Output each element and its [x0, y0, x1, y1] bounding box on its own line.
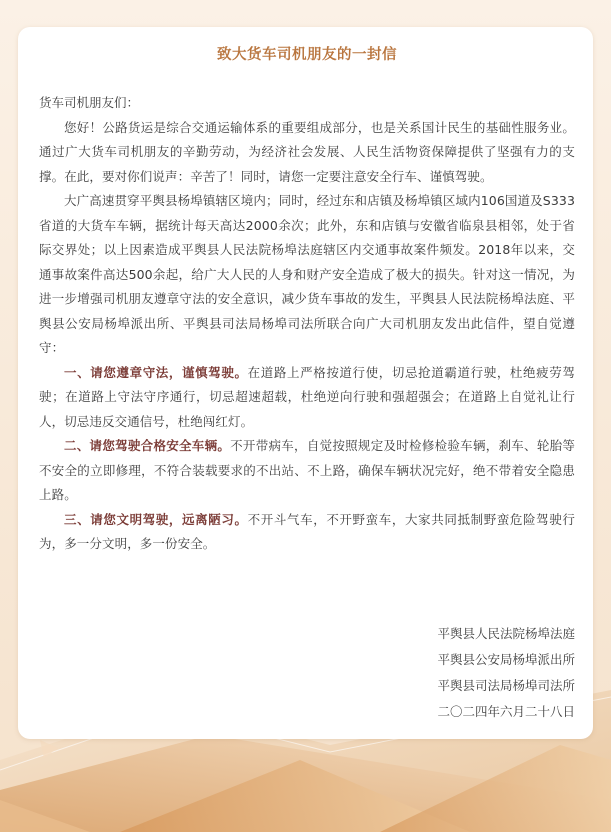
signature-date: 二〇二四年六月二十八日 [437, 704, 575, 719]
item-civilized-driving [39, 508, 575, 557]
letter-card [18, 27, 593, 739]
signature-justice: 平舆县司法局杨埠司法所 [437, 678, 575, 693]
item-civilized-driving-body: 不开斗气车，不开野蛮车，大家共同抵制野蛮危险驾驶行为，多一分文明，多一份安全。 [39, 511, 575, 551]
item-safe-vehicle [39, 434, 575, 508]
paragraph-intro: 您好！公路货运是综合交通运输体系的重要组成部分，也是关系国计民生的基础性服务业。通过广大货车司机朋友的辛勤劳动，为经济社会发展、人民生活物资保障提供了坚强有力的支撑。在此，要对你们说声：辛苦了！同时，请您一定要注意安全行车、谨慎驾驶。 [39, 119, 575, 184]
letter-title: 致大货车司机朋友的一封信 [217, 47, 397, 63]
letter-greeting: 货车司机朋友们： [39, 95, 140, 110]
item-obey-rules-heading: 一、请您遵章守法，谨慎驾驶。 [64, 364, 248, 380]
signature-court: 平舆县人民法院杨埠法庭 [437, 626, 575, 641]
item-obey-rules-body: 在道路上严格按道行使，切忌抢道霸道行驶，杜绝疲劳驾驶；在道路上守法守序通行，切忌超速超载，杜绝逆向行驶和强超强会；在道路上自觉礼让行人，切忌违反交通信号，杜绝闯红灯。 [39, 364, 575, 429]
item-obey-rules [39, 361, 575, 435]
item-safe-vehicle-body: 不开带病车，自觉按照规定及时检修检验车辆，刹车、轮胎等不安全的立即修理，不符合装载要求的不出站、不上路，确保车辆状况完好，绝不带着安全隐患上路。 [39, 438, 575, 502]
item-civilized-driving-heading: 三、请您文明驾驶，远离陋习。 [64, 511, 248, 527]
paragraph-background: 大广高速贯穿平舆县杨埠镇辖区境内；同时，经过东和店镇及杨埠镇区域内106国道及S333省道的大货车车辆，据统计每天高达2000余次；此外，东和店镇与安徽省临泉县相邻，处于省际交界处；以上因素造成平舆县人民法院杨埠法庭辖区内交通事故案件频发。2018年以来，交通事故案件高达500余起，给广大人民的人身和财产安全造成了极大的损失。针对这一情况，为进一步增强司机朋友遵章守法的安全意识，减少货车事故的发生，平舆县人民法院杨埠法庭、平舆县公安局杨埠派出所、平舆县司法局杨埠司法所联合向广大司机朋友发出此信件，望自觉遵守： [39, 193, 575, 355]
signature-block [437, 621, 575, 725]
item-safe-vehicle-heading: 二、请您驾驶合格安全车辆。 [64, 438, 231, 453]
signature-police: 平舆县公安局杨埠派出所 [437, 652, 575, 667]
